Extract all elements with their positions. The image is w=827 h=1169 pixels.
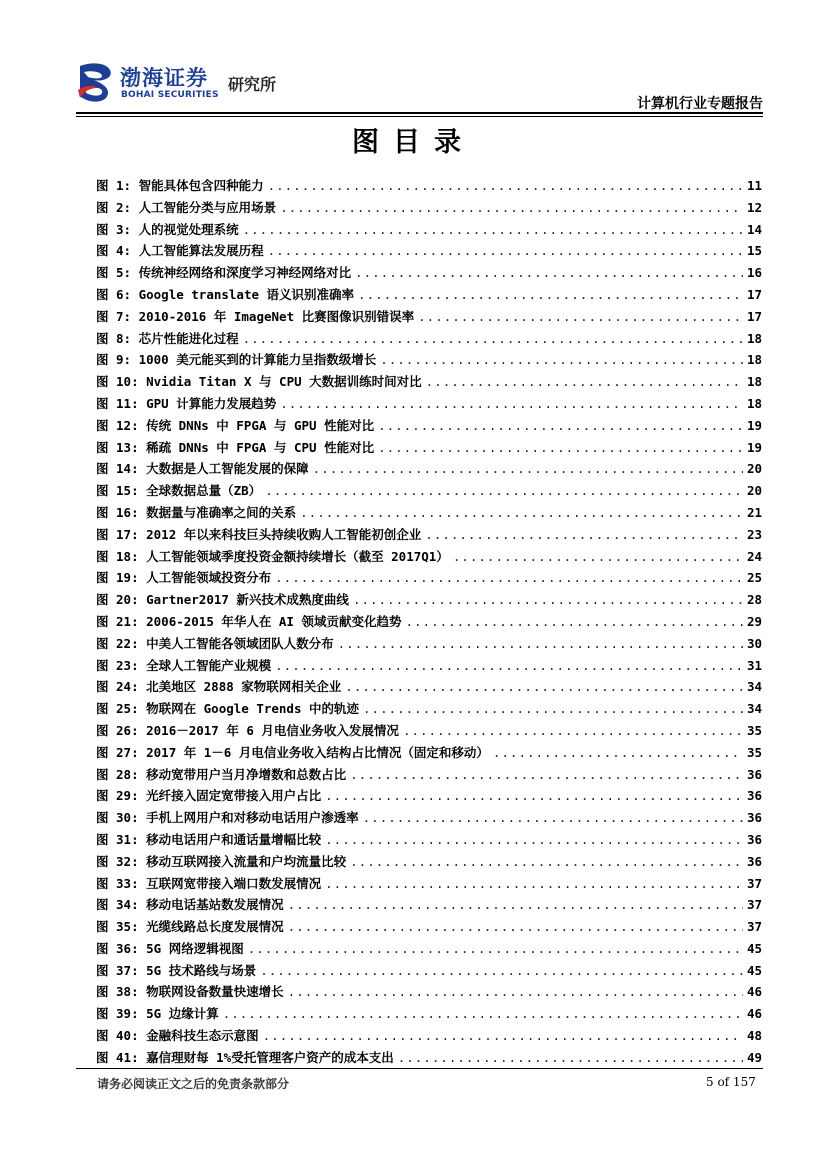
toc-entry-label: 图 27: 2017 年 1－6 月电信业务收入结构占比情况（固定和移动） xyxy=(96,744,489,760)
header-rule-thin xyxy=(76,116,763,117)
toc-entry-page: 48 xyxy=(746,1028,762,1044)
toc-leader-dots xyxy=(425,527,743,542)
toc-entry[interactable] xyxy=(96,220,762,242)
toc-entry[interactable] xyxy=(96,917,762,939)
toc-entry-label: 图 3: 人的视觉处理系统 xyxy=(96,221,239,237)
toc-entry[interactable] xyxy=(96,874,762,896)
toc-entry-page: 21 xyxy=(746,504,762,520)
toc-entry[interactable] xyxy=(96,982,762,1004)
toc-entry-label: 图 33: 互联网宽带接入端口数发展情况 xyxy=(96,875,322,891)
toc-leader-dots xyxy=(363,701,743,716)
toc-entry-page: 34 xyxy=(746,679,762,695)
toc-entry-label: 图 15: 全球数据总量（ZB） xyxy=(96,483,262,499)
toc-entry-page: 28 xyxy=(746,592,762,608)
toc-entry-page: 23 xyxy=(746,526,762,542)
toc-entry-page: 37 xyxy=(746,919,762,935)
toc-entry-page: 18 xyxy=(746,330,762,346)
toc-entry-page: 18 xyxy=(746,395,762,411)
toc-leader-dots xyxy=(263,1028,743,1043)
toc-entry-page: 36 xyxy=(746,766,762,782)
toc-entry[interactable] xyxy=(96,307,762,329)
toc-entry-page: 18 xyxy=(746,352,762,368)
toc-entry-page: 20 xyxy=(746,483,762,499)
toc-leader-dots xyxy=(363,810,743,825)
toc-entry[interactable] xyxy=(96,329,762,351)
toc-leader-dots xyxy=(313,461,743,476)
toc-entry-label: 图 21: 2006-2015 年华人在 AI 领域贡献变化趋势 xyxy=(96,613,402,629)
toc-entry-page: 11 xyxy=(746,178,762,193)
toc-entry[interactable] xyxy=(96,808,762,830)
toc-entry-page: 17 xyxy=(746,308,762,324)
toc-leader-dots xyxy=(378,440,743,455)
institute-name: 研究所 xyxy=(228,75,277,94)
bohai-logo-icon xyxy=(76,60,116,104)
toc-entry-label: 图 26: 2016－2017 年 6 月电信业务收入发展情况 xyxy=(96,722,399,738)
toc-entry-page: 25 xyxy=(746,570,762,586)
toc-entry-label: 图 13: 稀疏 DNNs 中 FPGA 与 CPU 性能对比 xyxy=(96,439,375,455)
brand-name-en: BOHAI SECURITIES xyxy=(121,90,219,100)
header-rule-thick xyxy=(76,112,763,114)
toc-entry[interactable] xyxy=(96,568,762,590)
toc-entry-label: 图 22: 中美人工智能各领域团队人数分布 xyxy=(96,635,334,651)
disclaimer-note: 请务必阅读正文之后的免责条款部分 xyxy=(97,1077,290,1091)
toc-entry-label: 图 23: 全球人工智能产业规模 xyxy=(96,657,272,673)
toc-leader-dots xyxy=(275,570,743,585)
toc-entry[interactable] xyxy=(96,176,762,198)
toc-entry-label: 图 20: Gartner2017 新兴技术成熟度曲线 xyxy=(96,592,349,608)
toc-entry-label: 图 9: 1000 美元能买到的计算能力呈指数级增长 xyxy=(96,352,377,368)
toc-leader-dots xyxy=(355,265,743,280)
toc-leader-dots xyxy=(350,767,743,782)
toc-entry[interactable] xyxy=(96,438,762,460)
table-of-figures xyxy=(96,176,762,1070)
toc-entry-label: 图 1: 智能具体包含四种能力 xyxy=(96,178,264,193)
toc-leader-dots xyxy=(378,418,743,433)
toc-entry[interactable] xyxy=(96,699,762,721)
footer-rule xyxy=(76,1068,763,1069)
toc-leader-dots xyxy=(380,352,743,367)
toc-entry-page: 36 xyxy=(746,831,762,847)
toc-entry-page: 36 xyxy=(746,788,762,804)
toc-entry[interactable] xyxy=(96,765,762,787)
toc-leader-dots xyxy=(338,636,743,651)
toc-entry-page: 17 xyxy=(746,286,762,302)
toc-leader-dots xyxy=(280,200,743,215)
toc-entry-page: 34 xyxy=(746,701,762,717)
page-number: 5 of 157 xyxy=(706,1075,756,1089)
toc-entry-label: 图 16: 数据量与准确率之间的关系 xyxy=(96,504,297,520)
toc-entry-page: 45 xyxy=(746,940,762,956)
toc-entry[interactable] xyxy=(96,1004,762,1026)
toc-entry-page: 14 xyxy=(746,221,762,237)
toc-entry[interactable] xyxy=(96,830,762,852)
toc-entry-label: 图 31: 移动电话用户和通话量增幅比较 xyxy=(96,831,322,847)
toc-leader-dots xyxy=(243,222,743,237)
company-logo xyxy=(76,60,296,110)
toc-entry[interactable] xyxy=(96,350,762,372)
toc-entry-label: 图 39: 5G 边缘计算 xyxy=(96,1006,219,1022)
toc-entry[interactable] xyxy=(96,263,762,285)
toc-entry-page: 15 xyxy=(746,243,762,259)
toc-entry-page: 29 xyxy=(746,613,762,629)
toc-entry-page: 19 xyxy=(746,439,762,455)
toc-entry[interactable] xyxy=(96,416,762,438)
toc-entry-label: 图 8: 芯片性能进化过程 xyxy=(96,330,239,346)
toc-entry[interactable] xyxy=(96,198,762,220)
toc-entry[interactable] xyxy=(96,1026,762,1048)
toc-entry[interactable] xyxy=(96,394,762,416)
toc-entry-label: 图 12: 传统 DNNs 中 FPGA 与 GPU 性能对比 xyxy=(96,417,375,433)
toc-leader-dots xyxy=(223,1006,743,1021)
toc-entry[interactable] xyxy=(96,525,762,547)
report-type: 计算机行业专题报告 xyxy=(637,96,763,112)
page-header xyxy=(0,0,827,120)
toc-entry[interactable] xyxy=(96,852,762,874)
toc-leader-dots xyxy=(345,679,743,694)
toc-leader-dots xyxy=(243,331,743,346)
toc-entry-page: 31 xyxy=(746,657,762,673)
toc-entry-label: 图 11: GPU 计算能力发展趋势 xyxy=(96,395,277,411)
toc-leader-dots xyxy=(403,723,743,738)
toc-entry-page: 24 xyxy=(746,548,762,564)
toc-entry-page: 49 xyxy=(746,1049,762,1065)
toc-entry-label: 图 14: 大数据是人工智能发展的保障 xyxy=(96,461,309,477)
toc-entry-label: 图 4: 人工智能算法发展历程 xyxy=(96,243,264,259)
toc-leader-dots xyxy=(288,984,743,999)
toc-entry-page: 19 xyxy=(746,417,762,433)
toc-entry-page: 18 xyxy=(746,374,762,390)
toc-entry[interactable] xyxy=(96,241,762,263)
toc-leader-dots xyxy=(418,309,743,324)
toc-entry-page: 46 xyxy=(746,1006,762,1022)
toc-entry-label: 图 18: 人工智能领域季度投资金额持续增长（截至 2017Q1） xyxy=(96,548,449,564)
toc-entry-label: 图 34: 移动电话基站数发展情况 xyxy=(96,897,284,913)
toc-leader-dots xyxy=(358,287,743,302)
toc-entry-page: 37 xyxy=(746,897,762,913)
toc-leader-dots xyxy=(325,876,743,891)
toc-entry-label: 图 10: Nvidia Titan X 与 CPU 大数据训练时间对比 xyxy=(96,374,422,390)
toc-entry-label: 图 40: 金融科技生态示意图 xyxy=(96,1028,259,1044)
toc-leader-dots xyxy=(288,897,743,912)
toc-leader-dots xyxy=(300,505,743,520)
toc-leader-dots xyxy=(325,788,743,803)
toc-entry[interactable] xyxy=(96,677,762,699)
toc-entry[interactable] xyxy=(96,743,762,765)
toc-entry-label: 图 36: 5G 网络逻辑视图 xyxy=(96,940,244,956)
toc-entry-page: 36 xyxy=(746,853,762,869)
toc-entry-label: 图 5: 传统神经网络和深度学习神经网络对比 xyxy=(96,265,352,281)
toc-leader-dots xyxy=(353,592,743,607)
toc-entry-page: 35 xyxy=(746,722,762,738)
toc-entry[interactable] xyxy=(96,656,762,678)
toc-leader-dots xyxy=(248,941,743,956)
toc-entry-label: 图 28: 移动宽带用户当月净增数和总数占比 xyxy=(96,766,347,782)
toc-leader-dots xyxy=(265,483,743,498)
toc-leader-dots xyxy=(453,549,743,564)
brand-name-cn: 渤海证券 xyxy=(120,66,208,90)
toc-entry-label: 图 37: 5G 技术路线与场景 xyxy=(96,962,257,978)
toc-leader-dots xyxy=(325,832,743,847)
toc-entry-label: 图 32: 移动互联网接入流量和户均流量比较 xyxy=(96,853,347,869)
toc-entry-label: 图 19: 人工智能领域投资分布 xyxy=(96,570,272,586)
toc-entry-page: 36 xyxy=(746,810,762,826)
toc-entry-label: 图 17: 2012 年以来科技巨头持续收购人工智能初创企业 xyxy=(96,526,422,542)
toc-entry-label: 图 25: 物联网在 Google Trends 中的轨迹 xyxy=(96,701,360,717)
toc-leader-dots xyxy=(268,243,743,258)
toc-leader-dots xyxy=(350,854,743,869)
toc-leader-dots xyxy=(280,396,743,411)
toc-entry-label: 图 24: 北美地区 2888 家物联网相关企业 xyxy=(96,679,342,695)
toc-leader-dots xyxy=(426,374,743,389)
toc-entry-label: 图 35: 光缆线路总长度发展情况 xyxy=(96,919,284,935)
toc-entry-label: 图 2: 人工智能分类与应用场景 xyxy=(96,199,277,215)
toc-entry-label: 图 30: 手机上网用户和对移动电话用户渗透率 xyxy=(96,810,359,826)
toc-entry[interactable] xyxy=(96,547,762,569)
toc-entry-label: 图 38: 物联网设备数量快速增长 xyxy=(96,984,284,1000)
toc-entry[interactable] xyxy=(96,961,762,983)
toc-entry[interactable] xyxy=(96,1048,762,1070)
page-title: 图目录 xyxy=(352,127,475,158)
toc-entry[interactable] xyxy=(96,786,762,808)
toc-leader-dots xyxy=(260,963,743,978)
toc-entry-label: 图 29: 光纤接入固定宽带接入用户占比 xyxy=(96,788,322,804)
toc-entry[interactable] xyxy=(96,459,762,481)
toc-leader-dots xyxy=(268,178,743,193)
toc-entry-page: 20 xyxy=(746,461,762,477)
toc-leader-dots xyxy=(288,919,743,934)
toc-entry-page: 12 xyxy=(746,199,762,215)
toc-leader-dots xyxy=(493,745,743,760)
toc-entry-page: 35 xyxy=(746,744,762,760)
toc-entry[interactable] xyxy=(96,590,762,612)
toc-entry[interactable] xyxy=(96,895,762,917)
toc-entry-label: 图 41: 嘉信理财每 1%受托管理客户资产的成本支出 xyxy=(96,1049,394,1065)
toc-entry-page: 16 xyxy=(746,265,762,281)
toc-entry[interactable] xyxy=(96,721,762,743)
toc-entry[interactable] xyxy=(96,503,762,525)
toc-entry[interactable] xyxy=(96,939,762,961)
toc-entry-page: 46 xyxy=(746,984,762,1000)
toc-entry-label: 图 6: Google translate 语义识别准确率 xyxy=(96,286,355,302)
toc-leader-dots xyxy=(275,658,743,673)
toc-entry[interactable] xyxy=(96,481,762,503)
toc-leader-dots xyxy=(406,614,744,629)
toc-entry-page: 37 xyxy=(746,875,762,891)
toc-entry[interactable] xyxy=(96,372,762,394)
toc-entry[interactable] xyxy=(96,612,762,634)
toc-entry[interactable] xyxy=(96,285,762,307)
toc-entry-page: 30 xyxy=(746,635,762,651)
toc-entry-page: 45 xyxy=(746,962,762,978)
toc-entry-label: 图 7: 2010-2016 年 ImageNet 比赛图像识别错误率 xyxy=(96,308,415,324)
toc-leader-dots xyxy=(398,1050,743,1065)
toc-entry[interactable] xyxy=(96,634,762,656)
